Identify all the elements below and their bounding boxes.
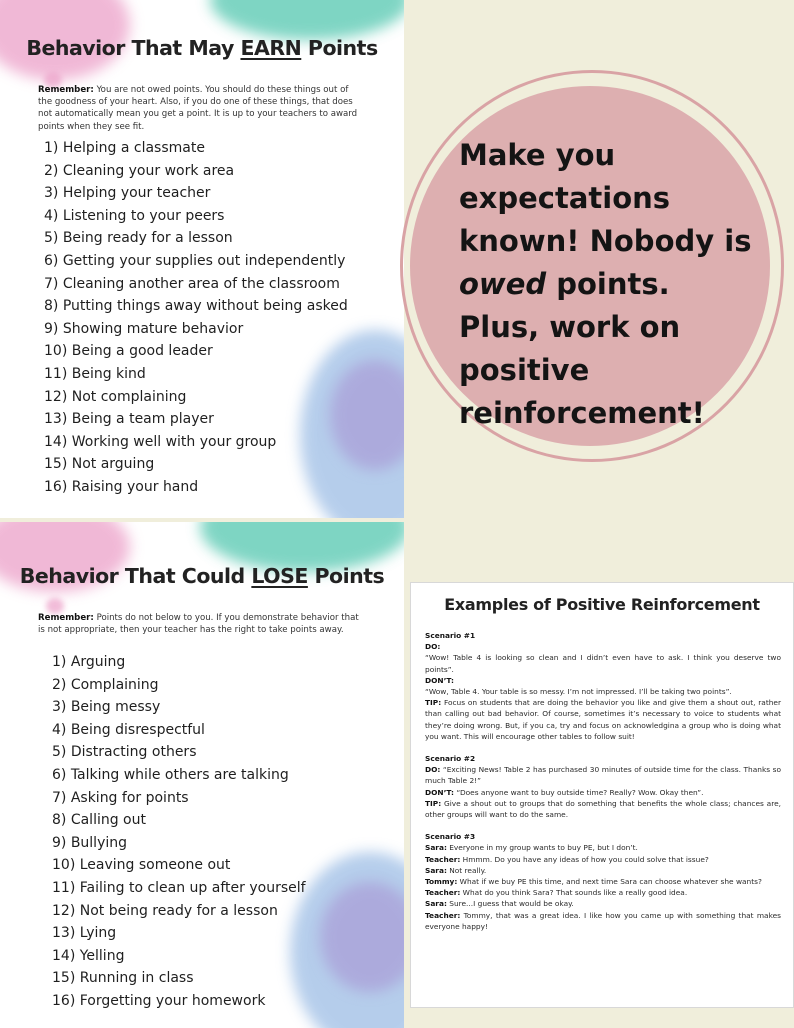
- watercolor-teal-blob: [210, 0, 404, 40]
- lose-list-item: 7) Asking for points: [52, 789, 189, 806]
- scenario-1-do: DO:: [425, 642, 441, 652]
- dialogue-line: Teacher: Tommy, that was a great idea. I like how you came up with something that makes everyone happy!: [425, 910, 781, 931]
- scenario-2-tip: TIP: Give a shout out to groups that do something that benefits the whole class; chances are, other groups will want to do the same.: [425, 798, 781, 820]
- callout-text: Make you expectations known! Nobody is owed points. Plus, work on positive reinforcement!: [459, 138, 752, 430]
- earn-list-item: 11) Being kind: [44, 365, 146, 382]
- earn-list-item: 2) Cleaning your work area: [44, 162, 235, 179]
- earn-list-item: 8) Putting things away without being asked: [44, 298, 348, 315]
- lose-list-item: 3) Being messy: [52, 699, 161, 716]
- lose-list-item: 8) Calling out: [52, 812, 146, 829]
- lose-list-item: 4) Being disrespectful: [52, 721, 205, 738]
- lose-list-item: 6) Talking while others are talking: [52, 766, 289, 783]
- earn-list-item: 14) Working well with your group: [44, 433, 277, 450]
- scenario-3-heading: Scenario #3: [425, 832, 476, 842]
- lose-page-title: Behavior That Could LOSE Points: [19, 564, 385, 588]
- earn-page-title: Behavior That May EARN Points: [26, 36, 378, 60]
- scenario-1-dont: DON’T:: [425, 675, 455, 685]
- earn-list-item: 7) Cleaning another area of the classroom: [44, 275, 340, 292]
- earn-list-item: 3) Helping your teacher: [44, 185, 211, 202]
- lose-list-item: 9) Bullying: [52, 834, 128, 851]
- lose-points-page: [0, 522, 404, 1028]
- earn-list-item: 9) Showing mature behavior: [44, 320, 244, 337]
- lose-list-item: 13) Lying: [52, 925, 117, 942]
- scenario-1-tip: TIP: Focus on students that are doing the behavior you like and give them a shout out, rather than calling out bad behavior. Of course, sometimes it’s necessary to voice to students what they’re doing wrong. But, if you ca, try and focus on acknowledgina a group who is doing what you want. This will encourage other tables to follow suit!: [425, 698, 781, 741]
- examples-body: [425, 630, 781, 932]
- lose-list-item: 10) Leaving someone out: [52, 857, 231, 874]
- earn-list-item: 16) Raising your hand: [44, 478, 199, 495]
- earn-list-item: 5) Being ready for a lesson: [44, 230, 233, 247]
- dialogue-line: Teacher: Hmmm. Do you have any ideas of how you could solve that issue?: [425, 854, 709, 864]
- dialogue-line: Sara: Sure...I guess that would be okay.: [425, 899, 574, 909]
- earn-list-item: 4) Listening to your peers: [44, 207, 225, 224]
- lose-list-item: 1) Arguing: [52, 654, 126, 670]
- scenario-1-dont-text: “Wow, Table 4. Your table is so messy. I’m not impressed. I’ll be taking two points”.: [425, 687, 732, 697]
- earn-behavior-list: [44, 139, 348, 501]
- scenario-1-do-text: “Wow! Table 4 is looking so clean and I didn’t even have to ask. I think you deserve two points”.: [425, 653, 781, 674]
- lose-behavior-list: [52, 653, 306, 1015]
- lose-list-item: 2) Complaining: [52, 676, 159, 693]
- lose-list-item: 5) Distracting others: [52, 744, 197, 761]
- earn-list-item: 10) Being a good leader: [44, 343, 213, 360]
- dialogue-line: Sara: Not really.: [425, 865, 487, 875]
- dialogue-line: Teacher: What do you think Sara? That sounds like a really good idea.: [425, 888, 688, 898]
- lose-list-item: 11) Failing to clean up after yourself: [52, 879, 306, 896]
- dialogue-line: Sara: Everyone in my group wants to buy PE, but I don’t.: [425, 843, 638, 853]
- earn-points-page: [0, 0, 404, 518]
- earn-remember-note: Remember: You are not owed points. You should do these things out of the goodness of your heart. Also, if you do one of these things, that does not automatically mean you get a point. It is up to your teachers to award points when they see fit.: [38, 85, 358, 132]
- earn-list-item: 13) Being a team player: [44, 411, 214, 428]
- scenario-3-dialogue: [425, 842, 781, 932]
- scenario-2-dont: DON’T: “Does anyone want to buy outside time? Really? Wow. Okay then”.: [425, 787, 704, 797]
- lose-list-item: 16) Forgetting your homework: [52, 992, 266, 1009]
- dialogue-line: Tommy: What if we buy PE this time, and next time Sara can choose whatever she wants?: [425, 877, 762, 887]
- scenario-2-do: DO: “Exciting News! Table 2 has purchased 30 minutes of outside time for the class. Thanks so much Table 2!”: [425, 765, 781, 786]
- earn-list-item: 6) Getting your supplies out independently: [44, 252, 346, 269]
- earn-list-item: 1) Helping a classmate: [44, 140, 205, 156]
- examples-title: Examples of Positive Reinforcement: [444, 595, 760, 614]
- examples-page: [410, 582, 794, 1008]
- earn-list-item: 15) Not arguing: [44, 456, 155, 473]
- scenario-1-heading: Scenario #1: [425, 631, 476, 640]
- lose-list-item: 15) Running in class: [52, 970, 194, 987]
- lose-list-item: 12) Not being ready for a lesson: [52, 902, 278, 919]
- lose-remember-note: Remember: Points do not below to you. If you demonstrate behavior that is not appropriate, then your teacher has the right to take points away.: [38, 613, 359, 636]
- lose-list-item: 14) Yelling: [52, 947, 125, 964]
- scenario-2-heading: Scenario #2: [425, 754, 476, 764]
- earn-list-item: 12) Not complaining: [44, 388, 187, 405]
